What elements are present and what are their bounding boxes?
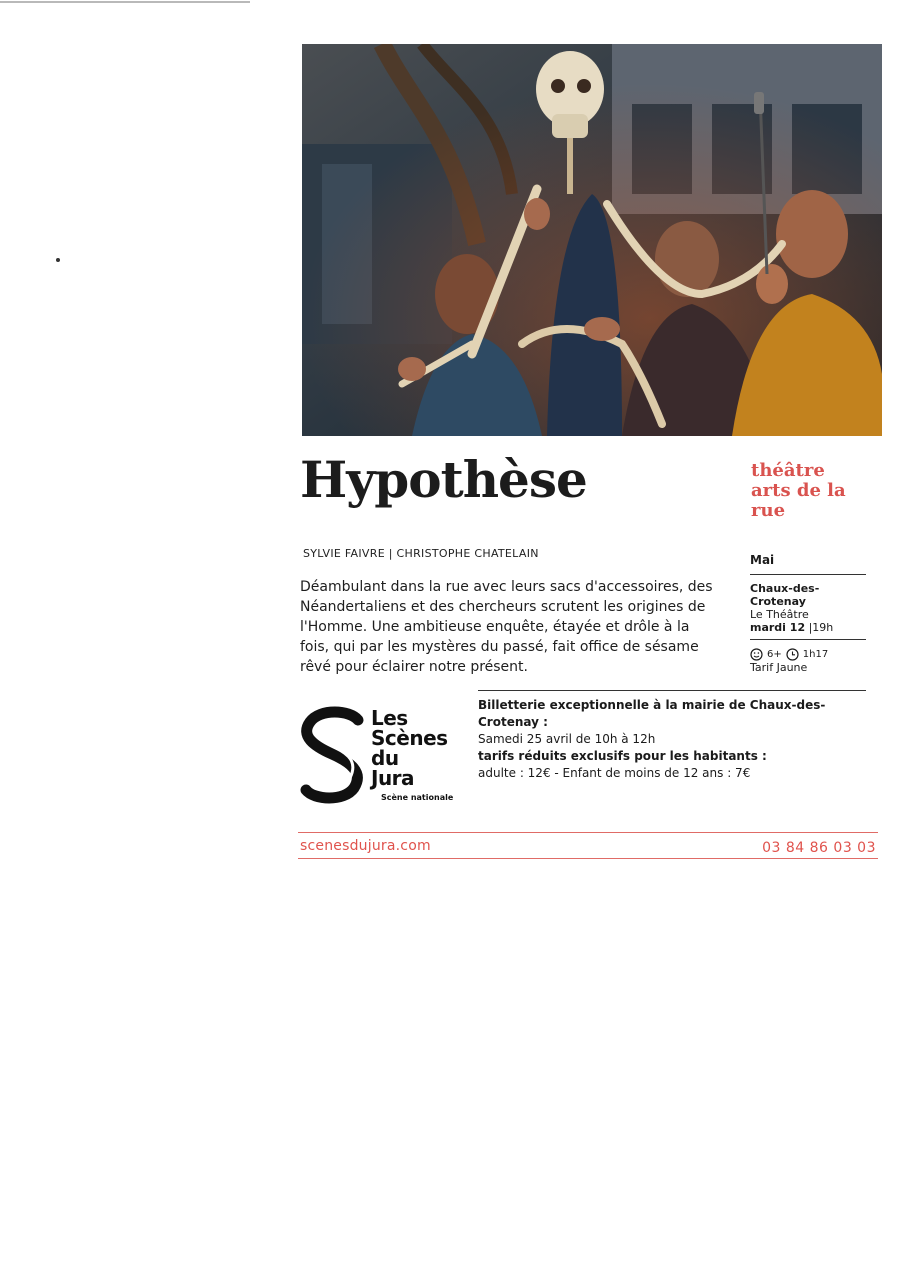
scan-edge-line [0,1,250,3]
scan-speck [56,258,60,262]
logo-wordmark [371,708,448,788]
schedule-venue: Le Théâtre [750,608,809,621]
schedule-panel [750,554,866,674]
genre-tags [751,461,881,521]
footer-rule-bottom [298,858,878,859]
age-label: 6+ [767,649,782,660]
genre-line: rue [751,500,786,521]
ticketing-reduced: tarifs réduits exclusifs pour les habitants : [478,749,767,763]
logo-line: Les [371,706,408,730]
genre-line: théâtre [751,460,825,481]
phone-number: 03 84 86 03 03 [762,840,876,856]
ticketing-prices: adulte : 12€ - Enfant de moins de 12 ans : 7€ [478,766,751,780]
clock-icon [786,648,799,661]
ticketing-divider [478,690,866,691]
scenes-du-jura-logo [300,706,470,806]
website-link[interactable]: scenesdujura.com [300,838,431,854]
schedule-info [750,640,866,674]
schedule-datetime [750,621,866,634]
logo-subtitle: Scène nationale [381,793,454,802]
logo-mark-icon [300,706,372,806]
logo-line: du [371,746,399,770]
ticketing-heading: Billetterie exceptionnelle à la mairie de Chaux-des-Crotenay : [478,698,826,729]
show-title: Hypothèse [300,450,587,509]
tarif-label: Tarif Jaune [750,661,808,674]
schedule-time: |19h [808,621,834,634]
show-credits: SYLVIE FAIVRE | CHRISTOPHE CHATELAIN [303,547,539,560]
schedule-month: Mai [750,554,866,575]
schedule-day: mardi 12 [750,621,806,634]
genre-line: arts de la [751,480,846,501]
schedule-venue-block [750,575,866,640]
logo-line: Jura [371,766,415,790]
duration-label: 1h17 [802,649,829,660]
schedule-town: Chaux-des-Crotenay [750,582,820,608]
smiley-icon [750,648,763,661]
performance-photo [302,44,882,436]
ticketing-info [478,697,878,782]
logo-line: Scènes [371,726,448,750]
age-duration-row [750,648,866,661]
footer-rule-top [298,832,878,833]
show-description: Déambulant dans la rue avec leurs sacs d'accessoires, des Néandertaliens et des chercheurs scrutent les origines de l'Homme. Une ambitieuse enquête, étayée et drôle à la fois, qui par les mystères du passé, fait office de sésame rêvé pour éclairer notre présent. [300,579,713,675]
ticketing-date: Samedi 25 avril de 10h à 12h [478,732,656,746]
